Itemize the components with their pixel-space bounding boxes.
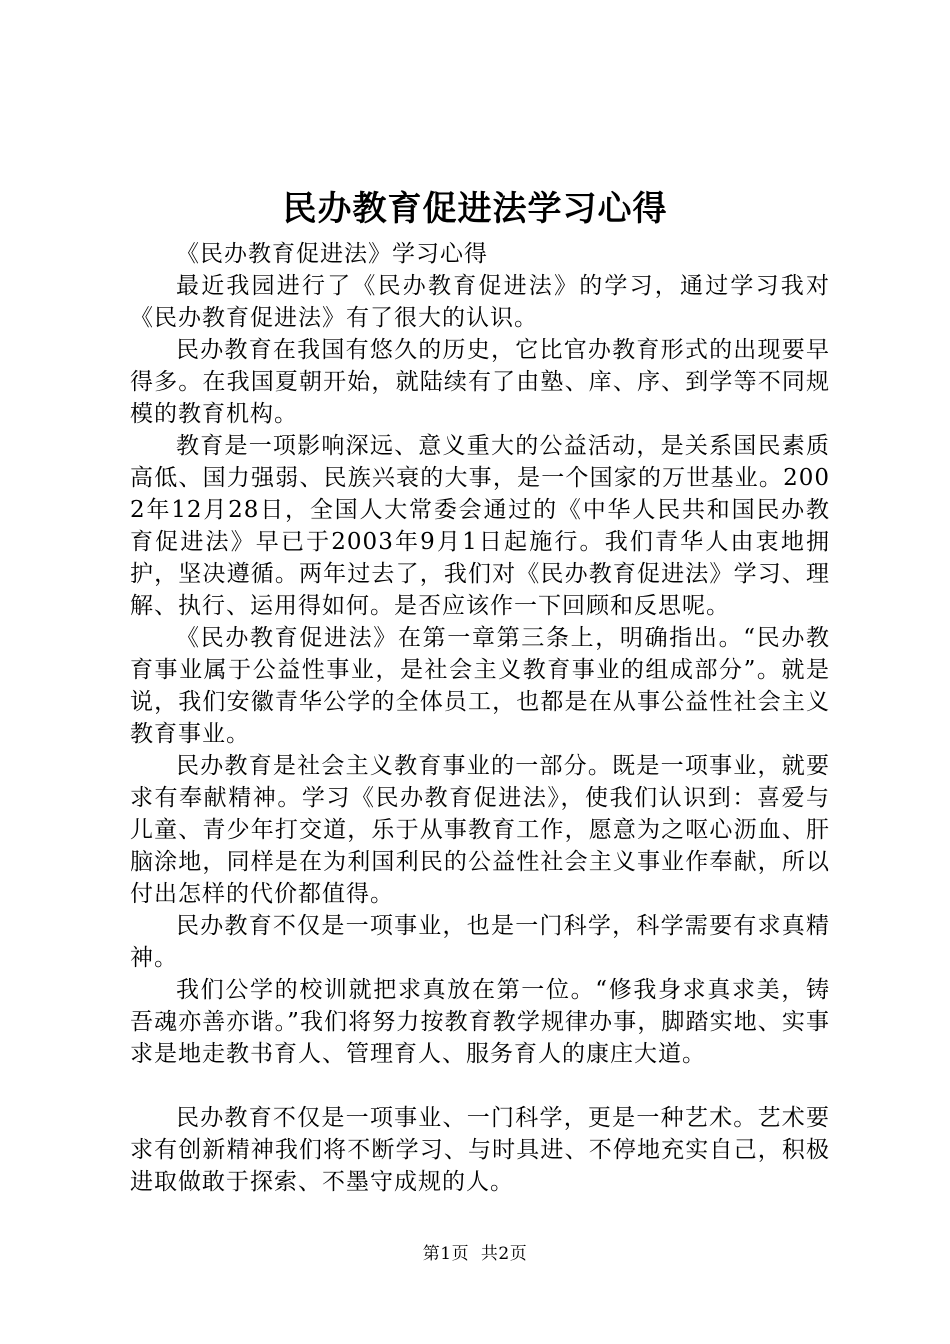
page-number-label: 第1页 共2页 (422, 1244, 528, 1264)
paragraph-gap (130, 1070, 830, 1102)
paragraph-dedication: 民办教育是社会主义教育事业的一部分。既是一项事业，就要求有奉献精神。学习《民办教育促进法》，使我们认识到：喜爱与儿童、青少年打交道，乐于从事教育工作，愿意为之呕心沥血、肝脑涂地，同样是在为利国利民的公益性社会主义事业作奉献，所以付出怎样的代价都值得。 (130, 753, 830, 907)
paragraph-school-motto: 我们公学的校训就把求真放在第一位。“修我身求真求美，铸吾魂亦善亦谐。”我们将努力按教育教学规律办事，脚踏实地、实事求是地走教书育人、管理育人、服务育人的康庄大道。 (130, 977, 830, 1067)
page-footer (0, 1242, 950, 1266)
document-body (130, 238, 830, 1198)
paragraph-science: 民办教育不仅是一项事业，也是一门科学，科学需要有求真精神。 (130, 913, 830, 971)
paragraph-subtitle: 《民办教育促进法》学习心得 (176, 241, 488, 267)
paragraph-public-welfare: 教育是一项影响深远、意义重大的公益活动，是关系国民素质高低、国力强弱、民族兴衰的大事，是一个国家的万世基业。2002年12月28日，全国人大常委会通过的《中华人民共和国民办教育促进法》早已于2003年9月1日起施行。我们青华人由衷地拥护，坚决遵循。两年过去了，我们对《民办教育促进法》学习、理解、执行、运用得如何。是否应该作一下回顾和反思呢。 (130, 433, 830, 619)
paragraph-art: 民办教育不仅是一项事业、一门科学，更是一种艺术。艺术要求有创新精神我们将不断学习、与时具进、不停地充实自己，积极进取做敢于探索、不墨守成规的人。 (130, 1105, 830, 1195)
paragraph-intro: 最近我园进行了《民办教育促进法》的学习，通过学习我对《民办教育促进法》有了很大的认识。 (130, 273, 830, 331)
document-title: 民办教育促进法学习心得 (282, 189, 668, 229)
paragraph-article-three: 《民办教育促进法》在第一章第三条上，明确指出。“民办教育事业属于公益性事业，是社会主义教育事业的组成部分”。就是说，我们安徽青华公学的全体员工，也都是在从事公益性社会主义教育事业。 (130, 625, 830, 747)
paragraph-history: 民办教育在我国有悠久的历史，它比官办教育形式的出现要早得多。在我国夏朝开始，就陆续有了由塾、庠、序、到学等不同规模的教育机构。 (130, 337, 830, 427)
